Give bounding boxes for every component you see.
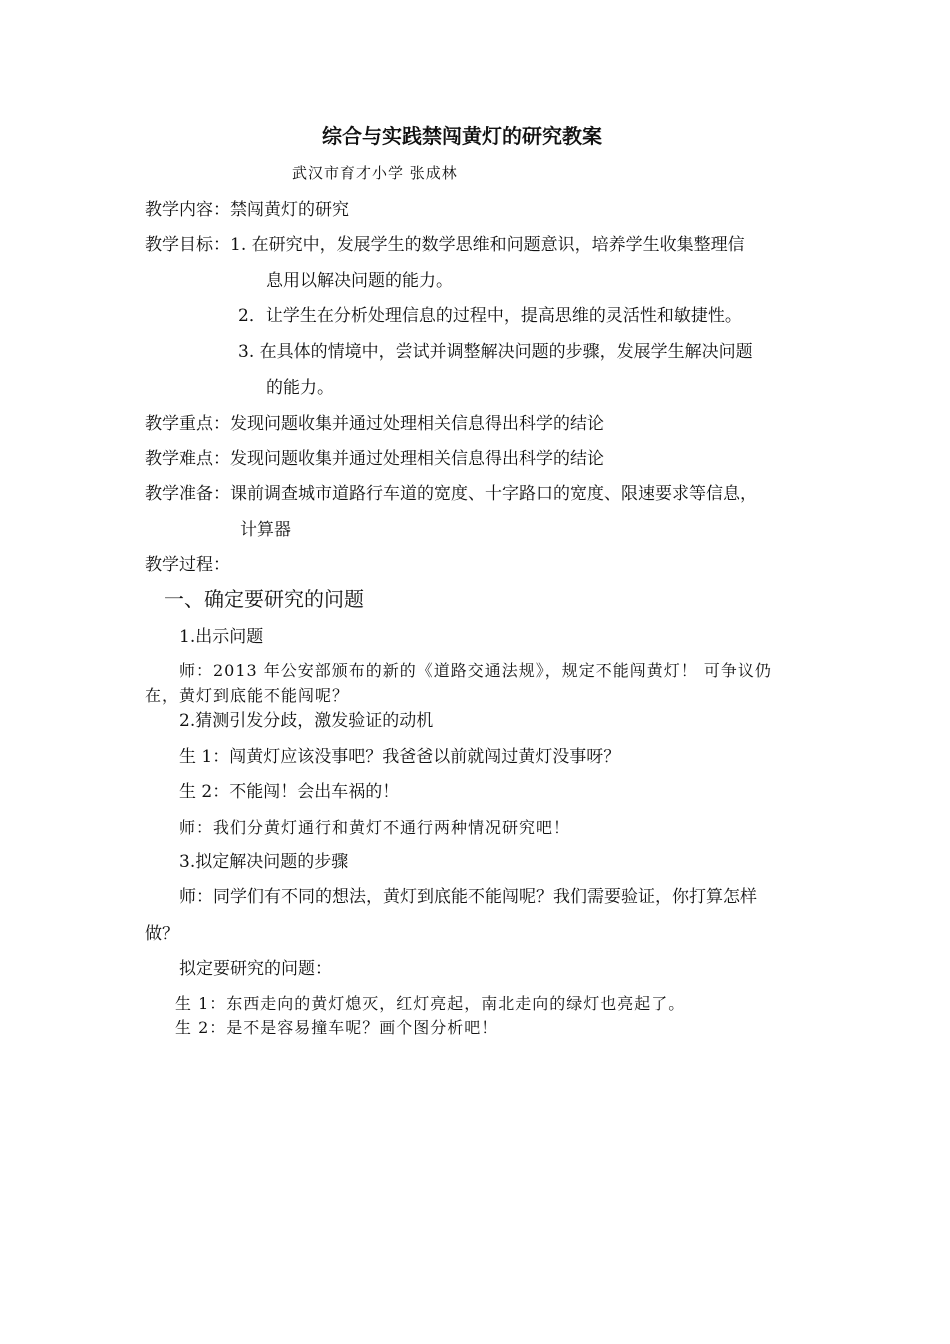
document-title: 综合与实践禁闯黄灯的研究教案 — [322, 124, 602, 148]
difficulty: 教学难点：发现问题收集并通过处理相关信息得出科学的结论 — [145, 449, 604, 469]
teacher-line-1a: 师：2013 年公安部颁布的新的《道路交通法规》，规定不能闯黄灯！ 可争议仍 — [179, 661, 772, 680]
process-label: 教学过程： — [145, 555, 230, 575]
teacher-line-3a: 师：同学们有不同的想法，黄灯到底能不能闯呢？我们需要验证，你打算怎样 — [179, 887, 757, 907]
step-2: 2.猜测引发分歧，激发验证的动机 — [179, 711, 434, 731]
section-heading: 一、确定要研究的问题 — [164, 587, 364, 611]
student-1: 生 1：闯黄灯应该没事吧？我爸爸以前就闯过黄灯没事呀？ — [179, 747, 621, 767]
preparation-line-1: 教学准备：课前调查城市道路行车道的宽度、十字路口的宽度、限速要求等信息， — [145, 484, 757, 504]
objective-1-line-1: 教学目标：1. 在研究中，发展学生的数学思维和问题意识，培养学生收集整理信 — [145, 235, 745, 255]
teacher-line-1b: 在，黄灯到底能不能闯呢？ — [145, 686, 350, 705]
objective-1-line-2: 息用以解决问题的能力。 — [266, 271, 453, 291]
step-1: 1.出示问题 — [179, 627, 264, 647]
student-2: 生 2：不能闯！会出车祸的！ — [179, 782, 400, 802]
teaching-content: 教学内容：禁闯黄灯的研究 — [145, 200, 349, 220]
step-3: 3.拟定解决问题的步骤 — [179, 852, 349, 872]
teacher-line-2: 师：我们分黄灯通行和黄灯不通行两种情况研究吧！ — [179, 818, 571, 837]
teacher-line-3b: 做？ — [145, 924, 179, 944]
preparation-line-2: 计算器 — [240, 520, 291, 540]
objective-2: 2．让学生在分析处理信息的过程中，提高思维的灵活性和敏捷性。 — [238, 306, 742, 326]
objective-3-line-1: 3. 在具体的情境中，尝试并调整解决问题的步骤，发展学生解决问题 — [238, 342, 753, 362]
plan-label: 拟定要研究的问题： — [179, 959, 332, 979]
key-point: 教学重点：发现问题收集并通过处理相关信息得出科学的结论 — [145, 414, 604, 434]
objective-3-line-2: 的能力。 — [266, 378, 334, 398]
student-3: 生 1：东西走向的黄灯熄灭，红灯亮起，南北走向的绿灯也亮起了。 — [175, 994, 686, 1013]
author-line: 武汉市育才小学 张成林 — [292, 164, 458, 182]
student-4: 生 2：是不是容易撞车呢？画个图分析吧！ — [175, 1018, 499, 1037]
